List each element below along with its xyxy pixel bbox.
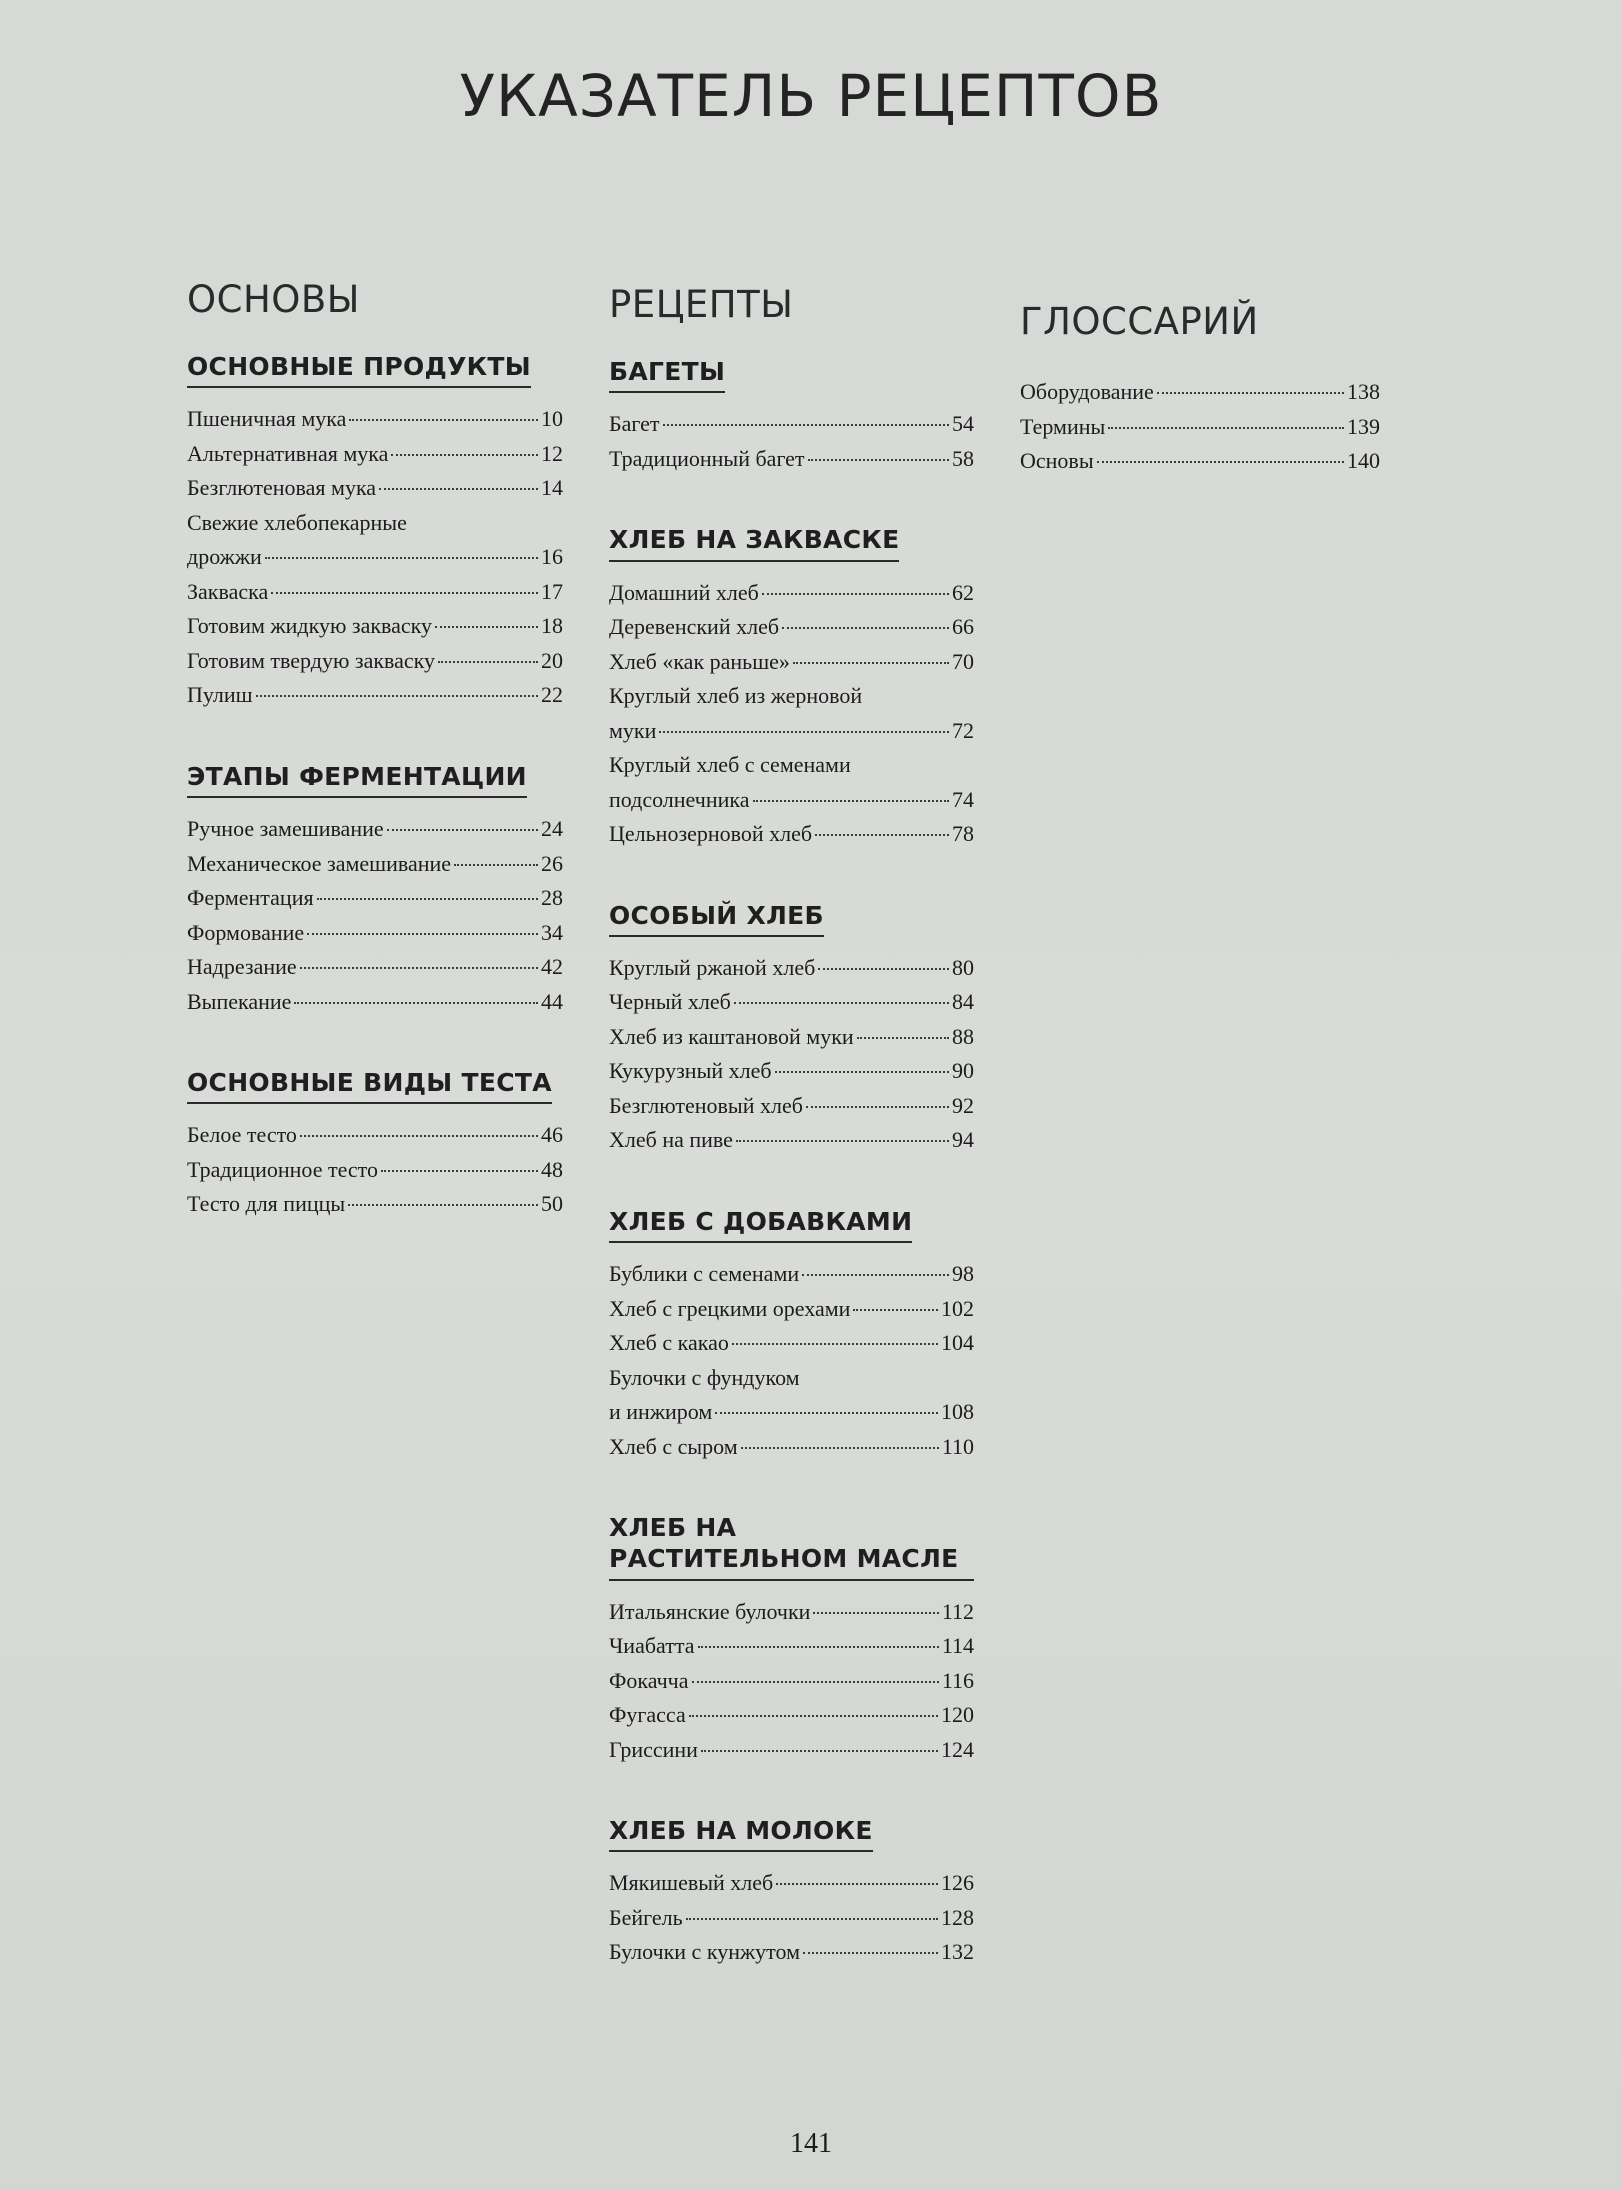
entry-name: Основы [1020, 448, 1094, 473]
entry-name: Кукурузный хлеб [609, 1058, 772, 1084]
index-entry [609, 610, 974, 645]
dot-leader [381, 1170, 538, 1172]
dot-leader [715, 1412, 938, 1414]
entry-name: Ручное замешивание [187, 816, 384, 841]
entry-page: 28 [541, 885, 563, 910]
section-heading: ЭТАПЫ ФЕРМЕНТАЦИИ [187, 761, 527, 798]
index-section [609, 1512, 974, 1767]
entry-row [1020, 444, 1380, 479]
entry-page: 16 [541, 544, 563, 570]
entry-row [187, 644, 563, 679]
entry-name: Выпекание [187, 988, 292, 1014]
dot-leader [256, 695, 538, 697]
entry-row [609, 1020, 974, 1055]
entry-row [1020, 410, 1380, 445]
section-heading: БАГЕТЫ [609, 356, 725, 393]
entry-page: 88 [952, 1023, 974, 1049]
entry-page: 92 [952, 1092, 974, 1118]
entry-name: Традиционный багет [609, 445, 805, 471]
entry-row [609, 985, 974, 1020]
index-entry [609, 817, 974, 852]
entry-name: Чиабатта [609, 1633, 695, 1658]
index-entry [609, 576, 974, 611]
index-entry [609, 442, 974, 477]
entry-list [187, 1118, 563, 1222]
dot-leader [348, 1204, 538, 1206]
entry-row [609, 645, 974, 680]
index-section [1020, 375, 1380, 479]
entry-name: Безглютеновая мука [187, 475, 377, 501]
dot-leader [686, 1918, 938, 1920]
entry-row [609, 1935, 974, 1970]
entry-name: Домашний хлеб [609, 579, 759, 605]
entry-page: 138 [1347, 379, 1380, 404]
entry-row [187, 678, 563, 713]
entry-name: Бейгель [609, 1904, 683, 1930]
entry-name: Термины [1020, 413, 1106, 439]
index-entry [609, 1935, 974, 1970]
entry-name: Ферментация [187, 885, 314, 910]
entry-row [187, 575, 563, 610]
entry-row [187, 471, 563, 506]
entry-name: Пулиш [187, 682, 253, 708]
dot-leader [435, 626, 538, 628]
entry-page: 58 [952, 445, 974, 471]
entry-page: 78 [952, 821, 974, 846]
dot-leader [701, 1750, 938, 1752]
entry-name: Бублики с семенами [609, 1261, 800, 1286]
entry-name: Традиционное тесто [187, 1156, 378, 1182]
entry-list [609, 576, 974, 852]
entry-row [187, 402, 563, 437]
dot-leader [692, 1681, 939, 1683]
entry-row [609, 1866, 974, 1901]
page-number: 141 [790, 2128, 832, 2159]
entry-name: Закваска [187, 578, 269, 604]
index-entry [187, 402, 563, 437]
entry-list [609, 1595, 974, 1768]
entry-row [609, 1733, 974, 1768]
index-entry [187, 916, 563, 951]
entry-page: 17 [541, 578, 563, 604]
index-entry [187, 881, 563, 916]
entry-name: Хлеб с грецкими орехами [609, 1295, 851, 1321]
entry-row [609, 1089, 974, 1124]
entry-list [609, 1257, 974, 1464]
entry-page: 62 [952, 579, 974, 605]
entry-row [609, 1629, 974, 1664]
entry-page: 124 [941, 1736, 974, 1762]
entry-name: Мякишевый хлеб [609, 1870, 774, 1896]
section-heading: ОСОБЫЙ ХЛЕБ [609, 900, 824, 937]
entry-name: Багет [609, 411, 660, 437]
entry-row [187, 950, 563, 985]
index-entry [609, 1257, 974, 1292]
dot-leader [689, 1715, 938, 1717]
column-recipes [609, 283, 974, 2018]
entry-page: 94 [952, 1127, 974, 1153]
page-title: УКАЗАТЕЛЬ РЕЦЕПТОВ [459, 62, 1163, 130]
dot-leader [349, 419, 538, 421]
entry-page: 108 [941, 1399, 974, 1424]
entry-row [609, 817, 974, 852]
entry-row [187, 1118, 563, 1153]
section-heading: ХЛЕБ НА МОЛОКЕ [609, 1815, 873, 1852]
entry-name: Гриссини [609, 1736, 698, 1762]
entry-name: Круглый ржаной хлеб [609, 954, 816, 980]
entry-name: Хлеб «как раньше» [609, 648, 790, 674]
index-entry [609, 1664, 974, 1699]
entry-list [609, 407, 974, 476]
entry-page: 110 [941, 1433, 974, 1459]
dot-leader [300, 967, 538, 969]
entry-row [187, 847, 563, 882]
index-entry [187, 609, 563, 644]
dot-leader [317, 898, 538, 900]
section-heading: ОСНОВНЫЕ ПРОДУКТЫ [187, 351, 531, 388]
column-heading: ОСНОВЫ [187, 278, 360, 321]
dot-leader [300, 1135, 538, 1137]
index-section [187, 351, 563, 713]
dot-leader [732, 1343, 938, 1345]
index-section [609, 356, 974, 476]
entry-page: 54 [952, 411, 974, 437]
entry-name: Пшеничная мука [187, 406, 347, 432]
index-entry [1020, 444, 1380, 479]
entry-page: 139 [1347, 413, 1380, 439]
index-section [609, 1815, 974, 1970]
entry-page: 18 [541, 613, 563, 639]
dot-leader [387, 829, 538, 831]
index-entry [187, 1153, 563, 1188]
entry-page: 80 [952, 954, 974, 980]
entry-row [187, 540, 563, 575]
entry-row [609, 1901, 974, 1936]
dot-leader [379, 488, 538, 490]
entry-name: Фугасса [609, 1702, 686, 1727]
entry-name: Цельнозерновой хлеб [609, 821, 813, 846]
dot-leader [775, 1071, 949, 1073]
column-heading: ГЛОССАРИЙ [1020, 300, 1259, 343]
dot-leader [782, 627, 949, 629]
entry-row [609, 1664, 974, 1699]
section-heading: ХЛЕБ С ДОБАВКАМИ [609, 1206, 912, 1243]
entry-row [609, 1430, 974, 1465]
index-entry [187, 575, 563, 610]
entry-page: 84 [952, 989, 974, 1015]
entry-row [609, 1326, 974, 1361]
entry-page: 114 [941, 1633, 974, 1658]
dot-leader [454, 864, 538, 866]
dot-leader [815, 834, 949, 836]
entry-name: Хлеб на пиве [609, 1127, 733, 1153]
entry-page: 74 [952, 786, 974, 812]
entry-list [1020, 375, 1380, 479]
index-entry [609, 1629, 974, 1664]
index-entry [187, 812, 563, 847]
index-entry [609, 1866, 974, 1901]
index-entry [609, 1361, 974, 1430]
entry-page: 24 [541, 816, 563, 841]
entry-page: 14 [541, 475, 563, 501]
entry-row [609, 951, 974, 986]
entry-name: Белое тесто [187, 1122, 297, 1148]
entry-name-line1: Свежие хлебопекарные [187, 509, 407, 535]
dot-leader [663, 424, 949, 426]
entry-row [1020, 375, 1380, 410]
index-entry [1020, 410, 1380, 445]
entry-name: Хлеб с сыром [609, 1433, 738, 1459]
dot-leader [294, 1002, 538, 1004]
index-entry [187, 437, 563, 472]
dot-leader [806, 1106, 949, 1108]
index-section [187, 761, 563, 1019]
index-section [609, 524, 974, 851]
entry-row [187, 1187, 563, 1222]
dot-leader [391, 454, 538, 456]
index-section [609, 900, 974, 1158]
index-entry [187, 1187, 563, 1222]
entry-name: Черный хлеб [609, 989, 731, 1015]
dot-leader [698, 1646, 939, 1648]
entry-row [609, 1257, 974, 1292]
index-entry [187, 471, 563, 506]
index-entry [609, 1430, 974, 1465]
entry-row [609, 783, 974, 818]
index-entry [609, 1123, 974, 1158]
entry-row [187, 916, 563, 951]
dot-leader [741, 1447, 939, 1449]
dot-leader [1108, 427, 1344, 429]
entry-list [187, 812, 563, 1019]
index-entry [609, 1733, 974, 1768]
entry-page: 132 [941, 1939, 974, 1965]
index-entry [609, 1698, 974, 1733]
dot-leader [813, 1612, 938, 1614]
entry-page: 42 [541, 954, 563, 979]
entry-list [609, 1866, 974, 1970]
entry-row [609, 1292, 974, 1327]
index-entry [609, 1326, 974, 1361]
entry-name-line1: Круглый хлеб с семенами [609, 752, 851, 777]
entry-page: 140 [1347, 448, 1380, 473]
entry-page: 104 [941, 1330, 974, 1355]
entry-name-line1: Булочки с фундуком [609, 1364, 800, 1390]
index-entry [187, 847, 563, 882]
entry-row [609, 1054, 974, 1089]
entry-page: 66 [952, 614, 974, 639]
entry-row [609, 576, 974, 611]
entry-page: 128 [941, 1904, 974, 1930]
dot-leader [307, 933, 538, 935]
index-entry [609, 1595, 974, 1630]
dot-leader [776, 1883, 938, 1885]
index-entry [187, 644, 563, 679]
entry-page: 120 [941, 1702, 974, 1727]
index-entry [609, 679, 974, 748]
entry-page: 48 [541, 1156, 563, 1182]
entry-row [187, 437, 563, 472]
column-glossary [1020, 300, 1380, 527]
section-heading: ХЛЕБ НА РАСТИТЕЛЬНОМ МАСЛЕ [609, 1512, 974, 1581]
entry-row [187, 985, 563, 1020]
column-heading: РЕЦЕПТЫ [609, 283, 794, 326]
entry-row [609, 1698, 974, 1733]
entry-page: 98 [952, 1261, 974, 1286]
dot-leader [1097, 461, 1344, 463]
dot-leader [808, 459, 949, 461]
index-entry [609, 1901, 974, 1936]
entry-page: 10 [541, 406, 563, 432]
entry-name: Альтернативная мука [187, 440, 389, 466]
entry-name: муки [609, 717, 657, 743]
index-entry [609, 1020, 974, 1055]
entry-name: и инжиром [609, 1399, 713, 1424]
dot-leader [736, 1140, 949, 1142]
entry-name: Безглютеновый хлеб [609, 1092, 803, 1118]
entry-row [187, 609, 563, 644]
index-entry [609, 1089, 974, 1124]
index-entry [187, 1118, 563, 1153]
dot-leader [793, 662, 949, 664]
entry-name: Итальянские булочки [609, 1598, 811, 1624]
dot-leader [265, 557, 538, 559]
entry-name: Хлеб с какао [609, 1330, 729, 1355]
index-entry [609, 985, 974, 1020]
entry-page: 26 [541, 850, 563, 876]
dot-leader [659, 731, 949, 733]
entry-list [609, 951, 974, 1158]
entry-name: Механическое замешивание [187, 850, 452, 876]
entry-row [609, 442, 974, 477]
dot-leader [857, 1037, 949, 1039]
column-basics [187, 278, 563, 1270]
entry-name: Фокачча [609, 1667, 689, 1693]
entry-name-line1: Круглый хлеб из жерновой [609, 683, 863, 708]
entry-page: 44 [541, 988, 563, 1014]
entry-page: 46 [541, 1122, 563, 1148]
dot-leader [818, 968, 949, 970]
entry-page: 102 [941, 1295, 974, 1321]
entry-page: 126 [941, 1870, 974, 1896]
index-entry [609, 407, 974, 442]
entry-page: 22 [541, 682, 563, 708]
dot-leader [438, 661, 538, 663]
index-entry [609, 951, 974, 986]
index-entry [187, 950, 563, 985]
index-entry [187, 985, 563, 1020]
dot-leader [1157, 392, 1344, 394]
entry-page: 112 [941, 1598, 974, 1624]
entry-page: 72 [952, 717, 974, 743]
index-section [609, 1206, 974, 1464]
entry-row [609, 1123, 974, 1158]
entry-name: Надрезание [187, 954, 297, 979]
index-entry [609, 1292, 974, 1327]
entry-page: 70 [952, 648, 974, 674]
entry-row [609, 1595, 974, 1630]
entry-name: Готовим жидкую закваску [187, 613, 433, 639]
entry-row [187, 812, 563, 847]
index-entry [187, 678, 563, 713]
entry-name: Деревенский хлеб [609, 614, 780, 639]
entry-page: 50 [541, 1191, 563, 1217]
entry-row [609, 610, 974, 645]
entry-page: 90 [952, 1058, 974, 1084]
dot-leader [853, 1309, 938, 1311]
entry-name: дрожжи [187, 544, 262, 570]
entry-name: Готовим твердую закваску [187, 647, 436, 673]
index-section [187, 1067, 563, 1222]
index-entry [609, 645, 974, 680]
index-entry [609, 748, 974, 817]
entry-name: подсолнечника [609, 786, 750, 812]
dot-leader [803, 1952, 938, 1954]
entry-page: 12 [541, 440, 563, 466]
entry-name: Оборудование [1020, 379, 1154, 404]
entry-name: Формование [187, 919, 305, 945]
entry-row [609, 407, 974, 442]
section-heading: ХЛЕБ НА ЗАКВАСКЕ [609, 524, 899, 561]
dot-leader [753, 800, 949, 802]
entry-row [609, 1395, 974, 1430]
entry-page: 20 [541, 647, 563, 673]
dot-leader [734, 1002, 949, 1004]
dot-leader [271, 592, 538, 594]
entry-page: 116 [941, 1667, 974, 1693]
entry-name: Хлеб из каштановой муки [609, 1023, 854, 1049]
entry-name: Булочки с кунжутом [609, 1939, 800, 1965]
section-heading: ОСНОВНЫЕ ВИДЫ ТЕСТА [187, 1067, 552, 1104]
dot-leader [802, 1274, 949, 1276]
entry-row [609, 714, 974, 749]
entry-row [187, 881, 563, 916]
entry-page: 34 [541, 919, 563, 945]
entry-name: Тесто для пиццы [187, 1191, 346, 1217]
index-entry [1020, 375, 1380, 410]
entry-row [187, 1153, 563, 1188]
index-entry [187, 506, 563, 575]
dot-leader [762, 593, 949, 595]
entry-list [187, 402, 563, 713]
index-entry [609, 1054, 974, 1089]
